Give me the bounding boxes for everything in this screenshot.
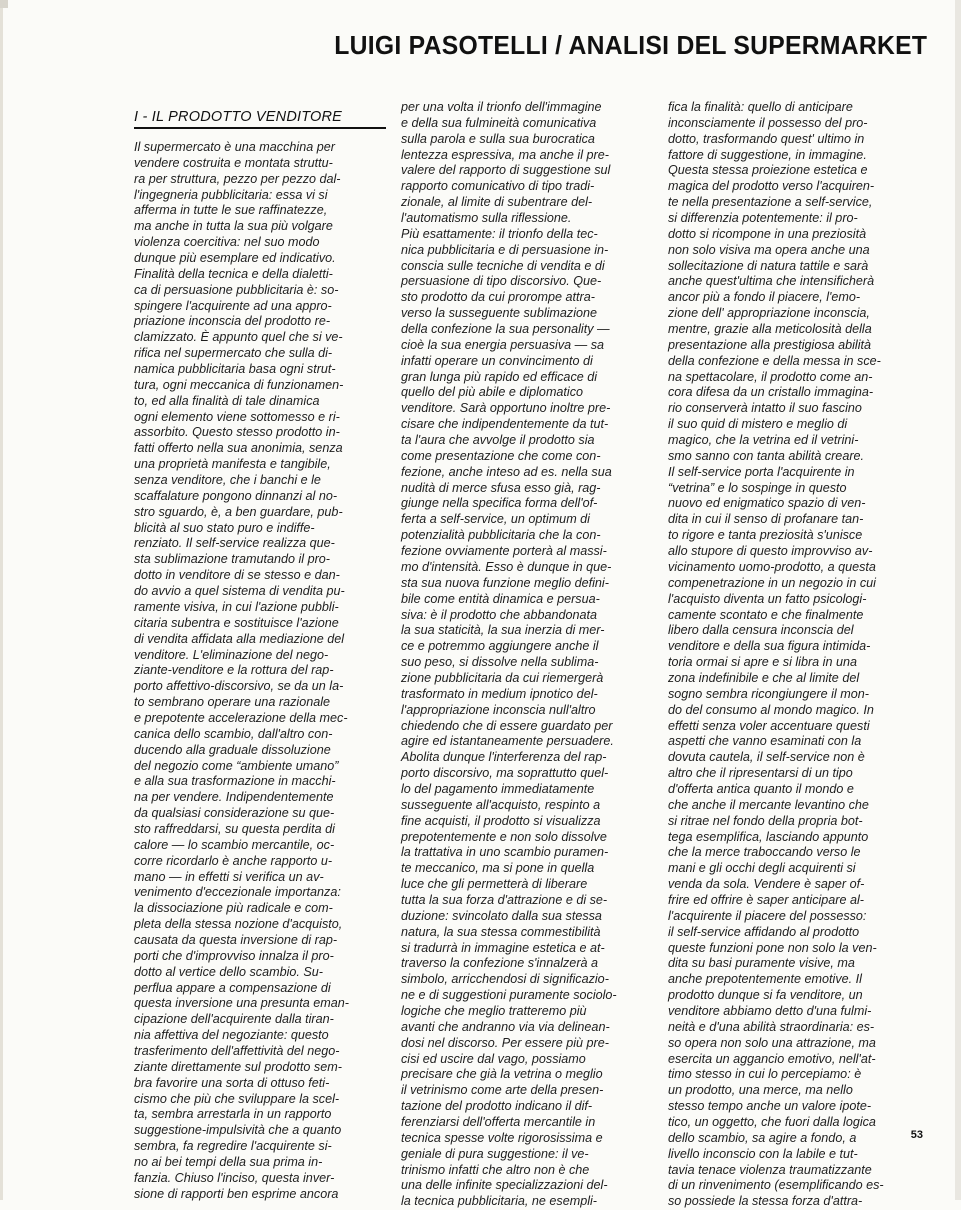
text-line: compenetrazione in un negozio in cui <box>668 575 876 590</box>
text-line: il self-service affidando al prodotto <box>668 924 860 939</box>
text-line: quello del più abile e diplomatico <box>401 385 584 400</box>
text-line: stro sguardo, è, a ben guardare, pub- <box>134 504 343 519</box>
text-line: senza venditore, che i banchi e le <box>134 473 321 488</box>
text-line: vendere costruita e montata struttu- <box>134 155 333 170</box>
text-line: rio conserverà intatto il suo fascino <box>668 401 862 416</box>
text-line: effetti senza voler accentuare questi <box>668 718 870 733</box>
text-line: sogno sembra ricongiungere il mon- <box>668 686 869 701</box>
text-line: dotto si ricompone in una preziosità <box>668 226 867 241</box>
text-line: violenza coercitiva: nel suo modo <box>134 235 320 250</box>
text-line: dotto al vertice dello scambio. Su- <box>134 964 323 979</box>
text-line: fezione, anche inteso ad es. nella sua <box>401 464 612 479</box>
text-line: na spettacolare, il prodotto come an- <box>668 369 873 384</box>
text-line: dosi nel discorso. Per essere più pre- <box>401 1035 609 1050</box>
text-line: calore — lo scambio mercantile, oc- <box>134 837 335 852</box>
text-line: verso la susseguente sublimazione <box>401 306 598 321</box>
text-line: to rigore e tanta preziosità s'unisce <box>668 528 863 543</box>
text-line: prepotentemente e non solo dissolve <box>401 829 607 844</box>
text-line: e alla sua trasformazione in macchi- <box>134 774 336 789</box>
text-line: zione pubblicitaria da cui riemergerà <box>401 670 604 685</box>
text-line: una delle infinite specializzazioni del- <box>401 1178 608 1193</box>
text-line: ta l'aura che avvolge il prodotto sia <box>401 433 595 448</box>
text-line: stesso tempo anche un valore ipote- <box>668 1099 872 1114</box>
text-line: tura, ogni meccanica di funzionamen- <box>134 377 344 392</box>
text-line: sembra, fa regredire l'acquirente si- <box>134 1139 332 1154</box>
text-line: “vetrina” e lo sospinge in questo <box>668 480 847 495</box>
text-line: namica pubblicitaria basa ogni strut- <box>134 362 336 377</box>
text-line: come presentazione che come con- <box>401 448 601 463</box>
text-line: no ai bei tempi della sua prima in- <box>134 1155 323 1169</box>
text-line: spingere l'acquirente ad una appro- <box>134 298 332 313</box>
text-line: sulla parola e sulla sua burocratica <box>401 131 595 146</box>
text-line: porti che d'improvviso innalza il pro- <box>134 948 334 963</box>
text-line: prodotto dunque si fa venditore, un <box>668 988 863 1003</box>
text-line: e prepotente accelerazione della mec- <box>134 710 348 725</box>
text-line: e della sua fulmineità comunicativa <box>401 115 597 130</box>
text-line: venimento d'eccezionale importanza: <box>134 885 341 900</box>
text-line: tutta la sua forza d'attrazione e di se- <box>401 892 608 907</box>
text-line: dello scambio, sa agire a fondo, a <box>668 1130 857 1145</box>
text-line: siva: è il prodotto che abbandonata <box>401 607 598 622</box>
text-line: venditore e della sua figura intimida- <box>668 639 871 654</box>
text-line: gran lunga più rapido ed efficace di <box>401 369 598 384</box>
text-line: questa inversione una presunta eman- <box>134 996 349 1011</box>
text-line: venditore. Sarà opportuno inoltre pre- <box>401 401 611 416</box>
text-line: camente scontato e che finalmente <box>668 607 864 622</box>
text-line: assorbito. Questo stesso prodotto in- <box>134 425 340 440</box>
text-line: si ritrae nel fondo della propria bot- <box>668 813 863 828</box>
text-line: Questa stessa proiezione estetica e <box>668 163 868 178</box>
text-line: magico, che la vetrina ed il vetrini- <box>668 433 859 448</box>
text-line: anche quest'ultima che intensificherà <box>668 274 875 289</box>
text-line: scaffalature pongono dinnanzi al no- <box>134 488 338 503</box>
text-line: queste funzioni pone non solo la ven- <box>668 940 877 955</box>
text-line: fanzia. Chiuso l'inciso, questa inver- <box>134 1170 335 1185</box>
text-line: ta, sembra arrestarla in un rapporto <box>134 1107 332 1122</box>
text-line: mani e gli occhi degli acquirenti si <box>668 861 856 876</box>
text-line: magica del prodotto verso l'acquiren- <box>668 179 875 194</box>
text-line: dita in cui il senso di profanare tan- <box>668 512 864 527</box>
text-line: si differenzia potentemente: il pro- <box>668 211 858 226</box>
text-line: perflua appare a compensazione di <box>134 980 331 995</box>
text-line: esercita un aggancio emotivo, nell'at- <box>668 1051 876 1066</box>
text-line: duzione: svincolato dalla sua stessa <box>401 908 602 923</box>
text-line: porto discorsivo, ma soprattutto quel- <box>401 766 609 781</box>
text-line: ne e di suggestioni puramente sociolo- <box>401 988 617 1003</box>
text-line: ce e potremmo aggiungere anche il <box>401 639 599 654</box>
text-line: chiedendo che di essere guardato per <box>401 718 613 733</box>
text-line: cioè la sua energia persuasiva — sa <box>401 337 605 352</box>
text-line: ferenziarsi dell'offerta mercantile in <box>401 1115 596 1129</box>
text-line: di vendita affidata alla mediazione del <box>134 631 345 646</box>
text-line: ducendo alla graduale dissoluzione <box>134 742 331 757</box>
text-line: mano — in effetti si verifica un av- <box>134 869 324 884</box>
text-line: natura, la sua stessa commestibilità <box>401 924 601 939</box>
text-line: porto affettivo-discorsivo, se da un la- <box>134 679 344 694</box>
text-line: rapporto comunicativo di tipo tradi- <box>401 179 595 194</box>
text-line: valere del rapporto di suggestione sul <box>401 163 611 178</box>
text-line: sione di rapporti ben esprime ancora <box>134 1186 339 1201</box>
text-line: non solo visiva ma opera anche una <box>668 242 870 257</box>
text-line: so opera non solo una attrazione, ma <box>668 1035 876 1050</box>
text-line: canica dello scambio, dall'altro con- <box>134 726 333 741</box>
text-line: il suo quid di mistero e meglio di <box>668 417 848 432</box>
text-line: venda da sola. Vendere è saper of- <box>668 877 865 892</box>
text-line: precisare che già la vetrina o meglio <box>401 1067 603 1082</box>
text-line: rifica nel supermercato che sulla di- <box>134 346 333 361</box>
text-line: la trattativa in uno scambio puramen- <box>401 845 609 860</box>
text-line: l'acquirente il piacere del possesso: <box>668 908 867 923</box>
text-line: tavia tenace violenza traumatizzante <box>668 1162 872 1177</box>
text-line: tazione del prodotto indicano il dif- <box>401 1099 593 1114</box>
text-line: Finalità della tecnica e della dialetti- <box>134 266 333 281</box>
text-line: dunque più esemplare ed indicativo. <box>134 251 336 266</box>
text-line: del negozio come “ambiente umano” <box>134 758 339 773</box>
text-line: per una volta il trionfo dell'immagine <box>401 100 602 114</box>
text-line: tecnica spesse volte rigorosissima e <box>401 1130 603 1145</box>
text-line: della confezione e della messa in sce- <box>668 353 881 368</box>
text-line: Abolita dunque l'interferenza del rap- <box>401 750 607 765</box>
text-line: pleta della stessa nozione d'acquisto, <box>134 917 343 932</box>
text-line: suggestione-impulsività che a quanto <box>134 1123 342 1138</box>
text-line: ramente visiva, in cui l'azione pubbli- <box>134 599 339 614</box>
text-line: dotto in venditore di se stesso e dan- <box>134 568 340 583</box>
text-line: tega esemplifica, lasciando appunto <box>668 829 869 844</box>
text-line: una proprietà manifesta e tangibile, <box>134 457 331 472</box>
text-line: la sua staticità, la sua inerzia di mer- <box>401 623 605 638</box>
text-line: mo d'intensità. Esso è dunque in que- <box>401 559 612 574</box>
text-line: la tecnica pubblicitaria, ne esempli- <box>401 1194 598 1209</box>
text-line: venditore abbiamo detto d'una fulmi- <box>668 1003 872 1018</box>
text-line: giunge nella specifica forma dell'of- <box>401 496 598 511</box>
text-line: mentre, grazie alla meticolosità della <box>668 322 872 337</box>
text-line: clamizzato. È appunto quel che si ve- <box>134 330 343 345</box>
text-line: logiche che meglio tratteremo più <box>401 1003 587 1018</box>
text-line: ziante-venditore e la rottura del rap- <box>134 663 334 678</box>
text-line: susseguente all'acquisto, respinto a <box>401 797 601 812</box>
text-line: te nella presentazione a self-service, <box>668 195 873 210</box>
text-line: bile come entità dinamica e persua- <box>401 591 600 606</box>
text-line: na per vendere. Indipendentemente <box>134 790 334 805</box>
text-line: fine acquisti, il prodotto si visualizza <box>401 813 601 828</box>
text-line: fezione ovviamente porterà al massi- <box>401 544 607 559</box>
text-line: do avvio a quel sistema di vendita pu- <box>134 584 345 599</box>
text-line: conscia sulle tecniche di vendita e di <box>401 258 605 273</box>
text-line: trinismo infatti che altro non è che <box>401 1162 590 1177</box>
text-line: traverso la confezione s'innalzerà a <box>401 956 599 971</box>
text-line: causata da questa inversione di rap- <box>134 932 338 947</box>
text-line: Più esattamente: il trionfo della tec- <box>401 226 598 241</box>
text-line: ferta a self-service, un optimum di <box>401 512 590 527</box>
text-line: priazione inconscia del prodotto re- <box>134 314 331 329</box>
text-line: nuovo ed enigmatico spazio di ven- <box>668 496 866 511</box>
text-line: tico, un oggetto, che fuori dalla logica <box>668 1115 876 1129</box>
text-line: simbolo, arricchendosi di significazio- <box>401 972 609 987</box>
text-line: cipazione dell'acquirente dalla tiran- <box>134 1012 334 1027</box>
text-line: ca di persuasione pubblicitaria è: so- <box>134 282 339 297</box>
text-column-2 <box>401 100 654 1210</box>
text-line: l'ingegneria pubblicitaria: essa vi si <box>134 187 328 202</box>
text-line: persuasione di tipo discorsivo. Que- <box>401 274 602 289</box>
text-line: trasformato in medium ipnotico del- <box>401 686 598 701</box>
text-line: aspetti che vanno esaminati con la <box>668 734 862 749</box>
text-line: lentezza espressiva, ma anche il pre- <box>401 147 609 162</box>
text-line: nudità di merce sfusa esso già, rag- <box>401 480 601 495</box>
text-line: che anche il mercante levantino che <box>668 797 869 812</box>
text-line: dita su basi puramente visive, ma <box>668 956 855 971</box>
text-line: sta sublimazione tramutando il pro- <box>134 552 330 567</box>
text-line: fatti offerto nella sua anonimia, senza <box>134 441 343 456</box>
text-line: allo stupore di questo improvviso av- <box>668 544 873 559</box>
text-line: do del consumo al mondo magico. In <box>668 702 874 717</box>
text-line: frire ed offrire è saper anticipare al- <box>668 892 864 907</box>
text-line: bra favorire una sorta di ottuso feti- <box>134 1075 330 1090</box>
text-line: ma anche in tutta la sua più volgare <box>134 219 333 234</box>
text-line: cora difesa da un cristallo immagina- <box>668 385 874 400</box>
text-line: l'appropriazione inconscia null'altro <box>401 702 596 717</box>
text-line: il vetrinismo come arte della presen- <box>401 1083 604 1098</box>
text-line: Il supermercato è una macchina per <box>134 140 335 154</box>
text-line: presentazione alla prestigiosa abilità <box>668 337 872 352</box>
text-line: zione dell' appropriazione inconscia, <box>668 306 870 321</box>
text-line: corre ricordarlo è anche rapporto u- <box>134 853 333 868</box>
text-column-1 <box>134 140 386 1203</box>
text-line: sta sua nuova funzione meglio defini- <box>401 575 609 590</box>
text-line: vicinamento uomo-prodotto, a questa <box>668 559 876 574</box>
text-line: citaria subentra e sostituisce l'azione <box>134 615 339 630</box>
text-line: della confezione la sua personality — <box>401 322 610 337</box>
text-line: altro che il ripresentarsi di un tipo <box>668 766 853 781</box>
text-line: trasferimento dell'affettività del nego- <box>134 1043 340 1058</box>
text-line: zionale, al limite di subentrare del- <box>401 195 593 210</box>
text-line: to sembrano operare una razionale <box>134 695 331 710</box>
text-line: ra per struttura, pezzo per pezzo dal- <box>134 171 341 186</box>
text-line: toria ormai si apre e si libra in una <box>668 655 857 670</box>
text-line: venditore. L'eliminazione del nego- <box>134 647 329 662</box>
text-line: un prodotto, una merce, ma nello <box>668 1083 853 1098</box>
text-line: agire ed istantaneamente persuadere. <box>401 734 614 749</box>
text-line: smo sanno con tanta abilità creare. <box>668 448 865 463</box>
text-column-3 <box>668 100 926 1210</box>
text-line: nica pubblicitaria e di persuasione in- <box>401 242 609 257</box>
text-line: sto prodotto da cui prorompe attra- <box>401 290 595 305</box>
text-line: infatti operare un convincimento di <box>401 353 593 368</box>
text-line: blicità al suo stato puro e indiffe- <box>134 520 315 535</box>
text-line: nia affettiva del negoziante: questo <box>134 1028 329 1043</box>
text-line: ogni elemento viene sottomesso e ri- <box>134 409 340 424</box>
scan-corner <box>0 0 8 8</box>
text-line: la dissociazione più radicale e com- <box>134 901 333 916</box>
text-line: zona indefinibile e che al limite del <box>668 670 860 685</box>
text-line: l'acquisto diventa un fatto psicologi- <box>668 591 867 606</box>
text-line: inconsciamente il possesso del pro- <box>668 115 868 130</box>
text-line: fica la finalità: quello di anticipare <box>668 100 853 114</box>
text-line: livello inconscio con la labile e tut- <box>668 1146 858 1161</box>
text-line: cisare che indipendentemente da tut- <box>401 417 609 432</box>
text-line: renziato. Il self-service realizza que- <box>134 536 335 551</box>
text-line: che la merce traboccando verso le <box>668 845 861 860</box>
text-line: geniale di pura suggestione: il ve- <box>401 1146 589 1161</box>
article-header: LUIGI PASOTELLI / ANALISI DEL SUPERMARKET <box>333 30 927 60</box>
text-line: dovuta cautela, il self-service non è <box>668 750 865 765</box>
text-line: sto raffreddarsi, su questa perdita di <box>134 821 335 836</box>
text-line: libero dalla censura inconscia del <box>668 623 854 638</box>
text-line: timo stesso in cui lo percepiamo: è <box>668 1067 862 1082</box>
page-number: 53 <box>910 1129 923 1141</box>
text-line: to, ed alla finalità di tale dinamica <box>134 393 320 408</box>
text-line: sollecitazione di natura tattile e sarà <box>668 258 869 273</box>
text-line: ziante direttamente sul prodotto sem- <box>134 1059 342 1074</box>
text-line: afferma in tutte le sue raffinatezze, <box>134 203 328 218</box>
text-line: fattore di suggestione, in immagine. <box>668 147 867 162</box>
text-line: potenzialità pubblicitaria che la con- <box>401 528 601 543</box>
text-line: Il self-service porta l'acquirente in <box>668 464 855 479</box>
text-line: suo peso, si dissolve nella sublima- <box>401 655 599 670</box>
text-line: l'automatismo sulla riflessione. <box>401 211 572 226</box>
text-line: avanti che andranno via via delinean- <box>401 1019 610 1034</box>
text-line: te meccanico, ma si pone in quella <box>401 861 595 876</box>
section-title: I - IL PRODOTTO VENDITORE <box>134 109 386 129</box>
text-line: luce che gli permetterà di liberare <box>401 877 588 892</box>
text-line: d'offerta antica quanto il mondo e <box>668 781 854 796</box>
text-line: anche prepotentemente emotive. Il <box>668 972 862 987</box>
text-line: neità e d'una abilità straordinaria: es- <box>668 1019 875 1034</box>
text-line: ancor più a fondo il piacere, l'emo- <box>668 290 861 305</box>
text-line: da qualsiasi considerazione su que- <box>134 806 335 821</box>
text-line: si tradurrà in immagine estetica e at- <box>401 940 605 955</box>
text-line: cismo che più che sviluppare la scel- <box>134 1091 340 1106</box>
text-line: cisi ed uscire dal vago, possiamo <box>401 1051 586 1066</box>
text-line: so possiede la stessa forza d'attra- <box>668 1194 863 1209</box>
text-line: di un rinvenimento (esemplificando es- <box>668 1178 884 1193</box>
text-line: lo del pagamento immediatamente <box>401 781 595 796</box>
text-line: dotto, trasformando quest' ultimo in <box>668 131 865 146</box>
